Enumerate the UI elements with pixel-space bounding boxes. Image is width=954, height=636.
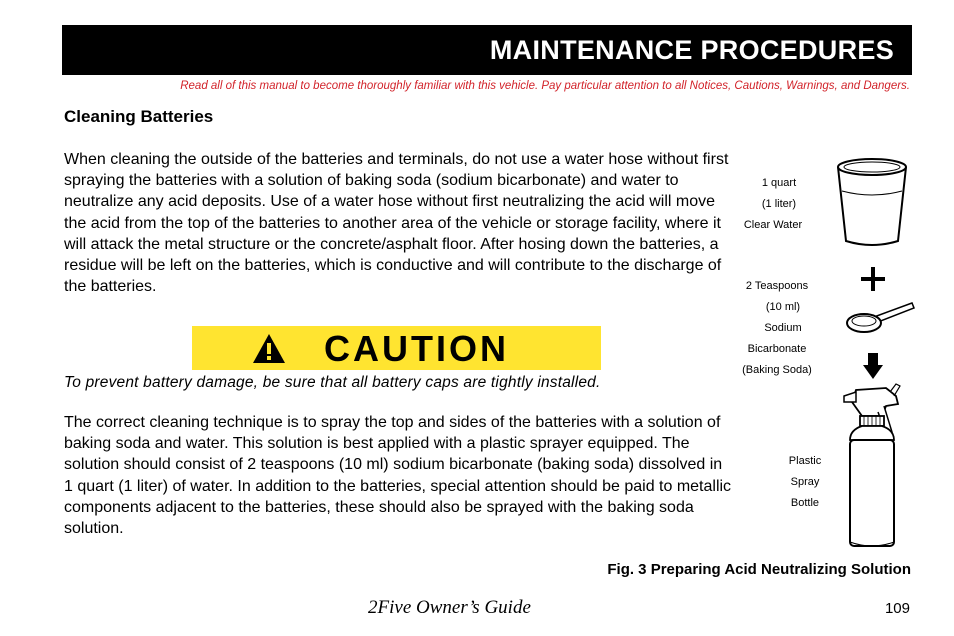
bottle-label-spray: Spray	[790, 476, 820, 488]
page-number: 109	[884, 600, 910, 617]
bottle-label-plastic: Plastic	[788, 455, 822, 467]
caution-text: To prevent battery damage, be sure that all battery caps are tightly installed.	[64, 374, 601, 391]
soda-label-bicarbonate: Bicarbonate	[747, 343, 807, 355]
page-header	[62, 25, 912, 75]
plus-icon	[860, 266, 886, 292]
footer-title: 2Five Owner’s Guide	[368, 597, 531, 618]
header-title: MAINTENANCE PROCEDURES	[489, 35, 894, 65]
section-title: Cleaning Batteries	[64, 107, 214, 126]
water-label-liter: (1 liter)	[761, 198, 797, 210]
water-label-clear: Clear Water	[743, 219, 803, 231]
warning-triangle-icon	[252, 333, 286, 364]
caution-word: CAUTION	[324, 328, 509, 369]
soda-label-sodium: Sodium	[764, 322, 802, 334]
caution-banner	[192, 326, 601, 370]
bottle-label-bottle: Bottle	[790, 497, 820, 509]
teaspoon-icon	[844, 300, 916, 338]
arrow-down-icon	[862, 352, 884, 380]
figure-caption: Fig. 3 Preparing Acid Neutralizing Solution	[607, 561, 911, 578]
notice-text: Read all of this manual to become thoroughly familiar with this vehicle. Pay particular attention to all Notices, Cautions, Warnings, and Dangers.	[180, 80, 910, 92]
water-label-quart: 1 quart	[761, 177, 797, 189]
paragraph-1: When cleaning the outside of the batteries and terminals, do not use a water hose without first spraying the batteries with a solution of baking soda (sodium bicarbonate) and water to neutralize any acid deposits. Use of a water hose without first neutralizing the acid will move the acid from the top of the batteries to another area of the vehicle or storage facility, where it will attack the metal structure or the concrete/asphalt floor. After hosing down the batteries, a residue will be left on the batteries, which is conductive and will contribute to the discharge of the batteries.	[64, 151, 729, 296]
paragraph-2: The correct cleaning technique is to spray the top and sides of the batteries with a solution of baking soda and water. This solution is best applied with a plastic sprayer equipped. The solution should consist of 2 teaspoons (10 ml) sodium bicarbonate (baking soda) dissolved in 1 quart (1 liter) of water. In addition to the batteries, special attention should be paid to metallic components adjacent to the batteries, these should also be sprayed with the baking soda solution.	[64, 414, 732, 538]
water-cup-icon	[834, 155, 914, 251]
spray-bottle-icon	[842, 382, 912, 554]
soda-label-ml: (10 ml)	[765, 301, 801, 313]
soda-label-teaspoons: 2 Teaspoons	[745, 280, 809, 292]
soda-label-baking-soda: (Baking Soda)	[742, 364, 812, 376]
